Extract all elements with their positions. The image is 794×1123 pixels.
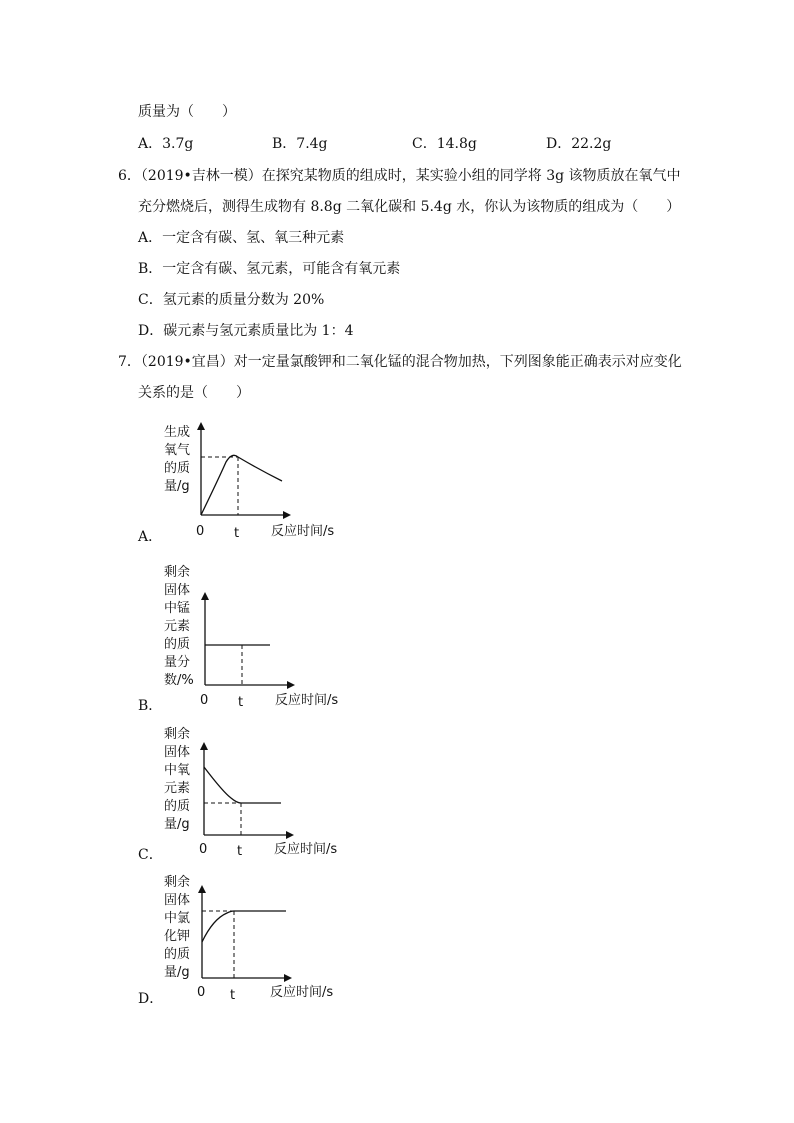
graph-c-ylabel-line: 固体 [164,745,191,760]
graph-d-ylabel [164,874,190,982]
graph-b-ylabel-line: 量分 [164,655,191,670]
graph-d [191,883,351,983]
graph-b-x-arrow [287,681,295,689]
graph-b-y-arrow [201,592,209,600]
graph-b-tick-t: t [238,695,244,710]
graph-b-ylabel-line: 剩余 [164,565,191,580]
graph-d-ylabel-line: 的质 [164,947,191,962]
graph-d-ylabel-line: 剩余 [164,875,191,890]
q6-option-c: C．氢元素的质量分数为 20% [138,292,325,308]
graph-c [193,740,353,840]
q5-option-a: A．3.7g [138,136,194,152]
q5-stem-tail: 质量为（ ） [138,104,236,120]
q6-stem-line1: 6．（2019•吉林一模）在探究某物质的组成时，某实验小组的同学将 3g 该物质放在氧气中 [118,168,681,184]
graph-c-tick-t: t [237,844,243,859]
graph-c-origin: 0 [199,842,208,857]
graph-a-ylabel-line: 的质 [164,461,191,476]
graph-b-ylabel [164,564,194,690]
graph-a-tick-t: t [234,526,240,541]
graph-c-x-arrow [286,831,294,839]
graph-b [194,590,354,690]
graph-a-ylabel [164,424,190,496]
graph-a-letter: A． [138,529,163,545]
graph-a-ylabel-line: 氧气 [164,443,191,458]
graph-d-x-arrow [284,974,292,982]
graph-c-xlabel: 反应时间/s [274,842,338,857]
graph-d-y-arrow [198,885,206,893]
graph-c-letter: C． [138,847,163,863]
graph-c-curve [204,767,281,803]
q6-stem-line2: 充分燃烧后，测得生成物有 8.8g 二氧化碳和 5.4g 水，你认为该物质的组成为（ ） [138,199,681,215]
graph-c-ylabel-line: 中氧 [164,763,191,778]
graph-a-y-arrow [197,422,205,430]
graph-b-origin: 0 [200,693,209,708]
graph-b-ylabel-line: 元素 [164,619,191,634]
graph-a [190,420,350,540]
q6-option-d: D．碳元素与氢元素质量比为 1：4 [138,323,354,339]
graph-a-xlabel: 反应时间/s [271,524,335,539]
graph-d-ylabel-line: 量/g [164,965,190,980]
graph-d-ylabel-line: 中氯 [164,911,191,926]
graph-b-ylabel-line: 数/% [164,673,194,688]
graph-b-ylabel-line: 中锰 [164,601,191,616]
graph-c-ylabel-line: 量/g [164,817,190,832]
graph-a-x-arrow [283,511,291,519]
graph-b-ylabel-line: 固体 [164,583,191,598]
graph-d-origin: 0 [197,985,206,1000]
q5-option-d: D．22.2g [546,136,612,152]
graph-b-ylabel-line: 的质 [164,637,191,652]
graph-d-tick-t: t [230,988,236,1003]
graph-d-letter: D． [138,991,164,1007]
graph-b-letter: B． [138,698,163,714]
graph-b-xlabel: 反应时间/s [275,693,339,708]
q7-stem-line2: 关系的是（ ） [138,385,250,401]
q7-stem-line1: 7．（2019•宜昌）对一定量氯酸钾和二氧化锰的混合物加热，下列图象能正确表示对应变化 [118,354,682,370]
graph-c-ylabel [164,726,190,834]
q5-option-b: B．7.4g [272,136,328,152]
q6-option-a: A．一定含有碳、氢、氧三种元素 [138,230,345,246]
graph-a-ylabel-line: 量/g [164,479,190,494]
graph-d-xlabel: 反应时间/s [270,985,334,1000]
q5-option-c: C．14.8g [412,136,477,152]
graph-c-y-arrow [200,742,208,750]
graph-c-ylabel-line: 元素 [164,781,191,796]
graph-c-ylabel-line: 的质 [164,799,191,814]
graph-d-curve [202,911,286,942]
graph-a-ylabel-line: 生成 [164,425,191,440]
graph-d-ylabel-line: 化钾 [164,929,191,944]
graph-a-curve [201,455,282,515]
graph-a-origin: 0 [196,524,205,539]
graph-c-ylabel-line: 剩余 [164,727,191,742]
q6-option-b: B．一定含有碳、氢元素，可能含有氧元素 [138,261,401,277]
graph-d-ylabel-line: 固体 [164,893,191,908]
